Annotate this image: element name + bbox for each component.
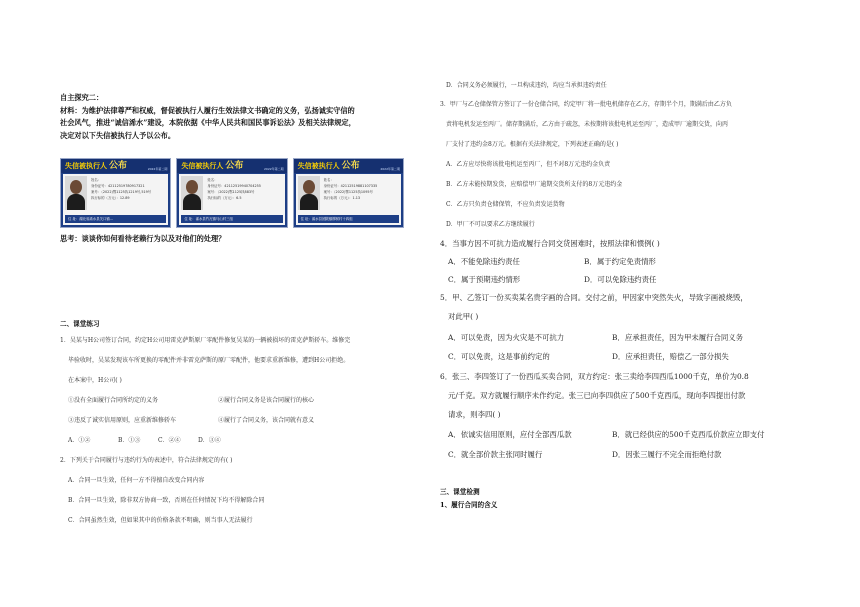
q4-opt-b: B．属于约定免责情形: [584, 257, 656, 266]
q6-opt-a: A．依诚实信用原则，应付全部西瓜款: [448, 430, 572, 439]
q3-opt-d: D．甲厂不可以要求乙方继续履行: [446, 221, 535, 228]
q6-line-1: 6．张三、李四签订了一份西瓜买卖合同，双方约定：张三卖给李四西瓜1000千克，单价为0.8: [440, 372, 749, 381]
notice-card-address: 住 址：湖北省浠水县关口镇...: [65, 215, 166, 223]
notice-card-big: 公布: [341, 161, 360, 171]
notice-card-title: 失信被执行人: [297, 162, 340, 170]
q6-opt-b: B．就已经供应的500千克西瓜价款应立即支付: [612, 430, 765, 439]
q1-choice-a: A．①②: [68, 437, 91, 444]
notice-card-header: [61, 159, 170, 173]
q3-line-3: 厂支付了违约金8万元。根据有关法律规定，下列表述正确的是( ): [446, 141, 619, 148]
q6-opt-d: D．因张三履行不完全而拒绝付款: [612, 450, 722, 459]
q2-opt-c: C．合同虽然生效，但如果其中的价格条款不明确，则当事人无法履行: [68, 517, 253, 524]
q1-opt-4: ④履行了合同义务，该合同就有意义: [218, 417, 315, 424]
notice-card-fields: 姓名： 身份证号：42112519881107335 案号：（2022)鄂1125执1095号 执行标的（万元）：1.13: [323, 178, 378, 200]
q1-opt-3: ③违反了诚实信用原则，应重新维修轿车: [68, 417, 177, 424]
notice-card-fields: 姓名： 身份证号：42112519940704255 案号：（2022)鄂1125执883号 执行标的（万元）：6.5: [207, 178, 261, 200]
notice-card-address: 住 址：浠水县团陂镇柳树村十四组: [298, 215, 399, 223]
material-line-1: 材料：为维护法律尊严和权威，督促被执行人履行生效法律文书确定的义务，弘扬诚实守信的: [60, 105, 355, 115]
q3-opt-b: B．乙方未能按期发货，应赔偿甲厂逾期交货所支付的8万元违约金: [446, 181, 623, 188]
q5-line-1: 5．甲、乙签订一份买卖某名贵字画的合同。交付之前，甲因家中突然失火，导致字画被烧毁，: [440, 293, 748, 302]
q3-opt-c: C．乙方只负责仓储保管，不应负责发运货物: [446, 201, 565, 208]
notice-card-header: [177, 159, 286, 173]
notice-card-address: 住 址：浠水县竹瓦镇马山村三组: [181, 215, 282, 223]
section-3-heading: 三、课堂检测: [440, 488, 480, 496]
notice-card-tag: 2022年第二期: [147, 167, 168, 171]
q4-opt-c: C．属于预期违约情形: [448, 275, 521, 284]
section-2-heading: 二、课堂练习: [60, 320, 100, 328]
q5-opt-c: C．可以免责，这是事前约定的: [448, 352, 550, 361]
q4-stem: 4．当事方因不可抗力造成履行合同交货困难时，按照法律和惯例( ): [440, 239, 660, 248]
q1-line-3: 在本案中，H公司( ): [68, 377, 122, 384]
q4-opt-d: D．可以免除违约责任: [584, 275, 657, 284]
q2-opt-a: A．合同一旦生效，任何一方不得擅自改变合同内容: [68, 477, 205, 484]
section-3-subheading: 1、履行合同的含义: [440, 501, 498, 509]
notice-card-big: 公布: [109, 161, 128, 171]
notice-card-tag: 2022年第二期: [264, 167, 284, 171]
material-line-3: 决定对以下失信被执行人予以公布。: [60, 130, 176, 140]
notice-card-header: [294, 159, 403, 173]
notice-card: [176, 158, 287, 228]
q1-choice-b: B．①③: [118, 437, 141, 444]
defaulter-notice-images: [60, 158, 404, 228]
notice-card: [60, 158, 171, 228]
q3-line-2: 责将电机发运至丙厂。储存期满后，乙方由于疏忽，未按期将该批电机运至丙厂，造成甲厂逾期交货，向丙: [446, 121, 729, 128]
q2-stem: 2．下列关于合同履行与违约行为的表述中，符合法律规定的有( ): [60, 457, 233, 464]
q5-line-2: 对此甲( ): [448, 312, 479, 321]
q1-opt-2: ②履行合同义务是该合同履行的核心: [218, 397, 315, 404]
q1-line-2: 毕验收时，吴某发现该车所更换的零配件并非雷克萨斯的原厂零配件，他要求重新维修，遭到H公司拒绝。: [68, 357, 350, 364]
q5-opt-b: B．应承担责任，因为甲未履行合同义务: [612, 333, 744, 342]
q1-choice-c: C．②④: [158, 437, 181, 444]
q4-opt-a: A．不能免除违约责任: [448, 257, 520, 266]
notice-card-title: 失信被执行人: [65, 162, 107, 170]
think-question: 思考：谈谈你如何看待老赖行为以及对他们的处理？: [60, 234, 226, 243]
q5-opt-d: D．应承担责任，赔偿乙一部分损失: [612, 352, 729, 361]
notice-card-tag: 2022年第二期: [380, 167, 400, 171]
person-photo: [298, 176, 320, 210]
left-column: [60, 92, 400, 142]
notice-card-big: 公布: [225, 161, 244, 171]
q6-opt-c: C．就全部价款主张同时履行: [448, 450, 543, 459]
q2-opt-b: B．合同一旦生效，除非双方协商一致，否则在任何情况下均不得解除合同: [68, 497, 265, 504]
person-photo: [65, 176, 87, 210]
notice-card: [293, 158, 404, 228]
q3-line-1: 3．甲厂与乙仓储保管方签订了一份仓储合同，约定甲厂将一批电机储存在乙方，存期半个月，期满后由乙方负: [440, 101, 732, 108]
q3-opt-a: A．乙方应尽快将该批电机运至丙厂，但不对8万元违约金负责: [446, 161, 611, 168]
q1-line-1: 1．吴某与H公司签订合同，约定H公司用雷克萨斯原厂零配件修复吴某的一辆被损坏的雷克萨斯轿车。维修完: [60, 337, 351, 344]
notice-card-title: 失信被执行人: [181, 162, 224, 170]
q6-line-2: 元/千克。双方就履行顺序未作约定。张三已向李四供应了500千克西瓜，现向李四提出付款: [448, 391, 746, 400]
q1-choice-d: D．③④: [198, 437, 221, 444]
material-line-2: 社会风气，推进“诚信浠水”建设，本院依据《中华人民共和国民事诉讼法》及相关法律规定，: [60, 118, 356, 128]
notice-card-fields: 姓名： 身份证号：42112519780917321 案号：（2022)鄂1125执1219号,519号 执行标的（万元）：12.89: [91, 178, 152, 200]
inquiry-title: 自主探究二：: [60, 93, 104, 102]
q1-opt-1: ①没有全面履行合同所约定的义务: [68, 397, 159, 404]
q5-opt-a: A．可以免责，因为火灾是不可抗力: [448, 333, 565, 342]
q2-opt-d: D．合同义务必须履行，一旦构成违约，均应当承担违约责任: [446, 82, 607, 89]
person-photo: [181, 176, 203, 210]
q6-line-3: 请求，则李四( ): [448, 410, 501, 419]
